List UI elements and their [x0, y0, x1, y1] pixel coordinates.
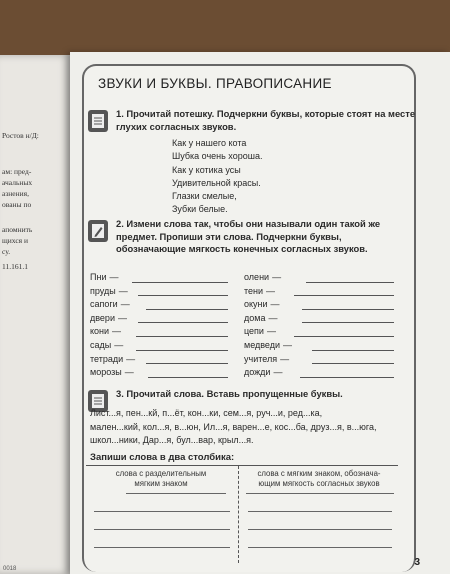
- task-2: [88, 218, 442, 256]
- dash: —: [114, 339, 124, 350]
- dash: —: [266, 326, 276, 337]
- dash: —: [283, 339, 293, 350]
- word-row: [90, 367, 240, 381]
- dash: —: [126, 353, 136, 364]
- dash: —: [124, 367, 134, 378]
- answer-line[interactable]: [302, 322, 394, 323]
- column-header-underline: [126, 493, 226, 494]
- dash: —: [120, 299, 130, 310]
- header-line: слова с мягким знаком, обознача-: [257, 469, 381, 478]
- word-row: [244, 313, 404, 327]
- word-row: [244, 340, 404, 354]
- dash: —: [280, 353, 290, 364]
- answer-line[interactable]: [138, 295, 228, 296]
- column-header-left: [86, 469, 236, 489]
- word: медведи: [244, 339, 281, 350]
- task-3-text: 3. Прочитай слова. Вставь пропущенные буквы.: [116, 388, 343, 399]
- word-row: [244, 272, 404, 286]
- word: морозы: [90, 367, 122, 378]
- word: учителя: [244, 353, 278, 364]
- word: дожди: [244, 367, 271, 378]
- dash: —: [118, 285, 128, 296]
- word-row: [244, 367, 404, 381]
- dash: —: [117, 312, 127, 323]
- dash: —: [272, 272, 282, 282]
- poem-line: Удивительной красы.: [172, 177, 261, 188]
- left-page-line: апомнить: [2, 225, 33, 234]
- left-page-line: 11.161.1: [2, 262, 28, 271]
- dash: —: [266, 285, 276, 296]
- left-page-footer: 0018: [3, 566, 17, 572]
- poem-line: Как у котика усы: [172, 164, 241, 175]
- answer-line[interactable]: [248, 529, 392, 530]
- left-page-line: ачальных: [2, 178, 33, 187]
- answer-line[interactable]: [294, 295, 394, 296]
- answer-line[interactable]: [248, 547, 392, 548]
- left-page-line: ам: пред-: [2, 167, 32, 176]
- header-line: ющим мягкость согласных звуков: [258, 479, 380, 488]
- answer-line[interactable]: [94, 511, 230, 512]
- word-row: [90, 299, 240, 313]
- word: дома: [244, 312, 266, 323]
- pencil-icon: [88, 220, 108, 242]
- poem-line: Шубка очень хороша.: [172, 151, 263, 162]
- word: олени: [244, 272, 270, 282]
- book-icon: [88, 110, 108, 132]
- dash: —: [109, 272, 119, 282]
- poem-line: Зубки белые.: [172, 204, 228, 215]
- left-page-line: ованы по: [2, 200, 32, 209]
- word: цепи: [244, 326, 264, 337]
- word-row: [90, 272, 240, 286]
- dash: —: [273, 367, 283, 378]
- answer-line[interactable]: [294, 336, 394, 337]
- answer-line[interactable]: [132, 282, 228, 283]
- workbook-page: [70, 52, 450, 574]
- answer-line[interactable]: [312, 350, 394, 351]
- dash: —: [270, 299, 280, 310]
- left-page-line: щихся и: [2, 236, 28, 245]
- header-line: слова с разделительным: [115, 469, 207, 478]
- page-number: 3: [414, 557, 420, 568]
- word-row: [90, 313, 240, 327]
- answer-line[interactable]: [94, 547, 230, 548]
- task-3: [88, 388, 442, 401]
- word-line: школ...ники, Дар...я, бул...вар, крыл...я.: [90, 435, 254, 445]
- answer-line[interactable]: [146, 363, 228, 364]
- answer-line[interactable]: [138, 322, 228, 323]
- word-row: [90, 286, 240, 300]
- left-page-line: Ростов н/Д:: [2, 131, 39, 140]
- poem-line: Как у нашего кота: [172, 138, 247, 148]
- answer-line[interactable]: [302, 309, 394, 310]
- column-divider: [238, 466, 239, 563]
- word-row: [90, 326, 240, 340]
- word: сапоги: [90, 299, 118, 310]
- dash: —: [112, 326, 122, 337]
- left-page-line: азнения,: [2, 189, 29, 198]
- word: кони: [90, 326, 110, 337]
- word-column-left: [90, 272, 240, 381]
- left-page-line: су.: [2, 247, 11, 256]
- instruction: Запиши слова в два столбика:: [90, 452, 235, 463]
- word: сады: [90, 339, 112, 350]
- answer-line[interactable]: [136, 336, 228, 337]
- page-title: ЗВУКИ И БУКВЫ. ПРАВОПИСАНИЕ: [98, 76, 332, 91]
- word-row: [244, 354, 404, 368]
- word: окуни: [244, 299, 268, 310]
- answer-line[interactable]: [136, 350, 228, 351]
- word-row: [90, 340, 240, 354]
- word-row: [244, 286, 404, 300]
- task-1: [88, 108, 442, 133]
- word-line: мален...кий, кол...я, в...юн, Ил...я, варен...е, кос...ба, друз...я, в...юга,: [90, 421, 377, 432]
- answer-line[interactable]: [148, 377, 228, 378]
- answer-line[interactable]: [312, 363, 394, 364]
- word-row: [244, 299, 404, 313]
- task-2-text: 2. Измени слова так, чтобы они называли один такой же предмет. Пропиши эти слова. Подчеркни буквы, обозначающие мягкость конечных согласных звуков.: [116, 218, 381, 254]
- task-1-text: 1. Прочитай потешку. Подчеркни буквы, которые стоят на месте глухих согласных звуков.: [116, 108, 416, 132]
- missing-letter-words: [90, 407, 376, 448]
- answer-line[interactable]: [248, 511, 392, 512]
- word-row: [90, 354, 240, 368]
- answer-line[interactable]: [94, 529, 230, 530]
- word: двери: [90, 312, 115, 323]
- poem: [172, 137, 262, 217]
- word: тетради: [90, 353, 124, 364]
- word: пруды: [90, 285, 116, 296]
- column-header-right: [240, 469, 398, 489]
- column-header-underline: [246, 493, 394, 494]
- dash: —: [268, 312, 278, 323]
- answer-line[interactable]: [306, 282, 394, 283]
- word: Пни: [90, 272, 107, 282]
- answer-line[interactable]: [146, 309, 228, 310]
- word-line: Лист...я, пен...кй, п...ёт, кон...ки, сем...я, руч...и, ред...ка,: [90, 408, 323, 418]
- answer-line[interactable]: [300, 377, 394, 378]
- two-column-table: [86, 465, 398, 563]
- left-page: [0, 55, 72, 574]
- word-column-right: [244, 272, 404, 381]
- word: тени: [244, 285, 264, 296]
- word-row: [244, 326, 404, 340]
- header-line: мягким знаком: [134, 479, 188, 488]
- poem-line: Глазки смелые,: [172, 191, 237, 202]
